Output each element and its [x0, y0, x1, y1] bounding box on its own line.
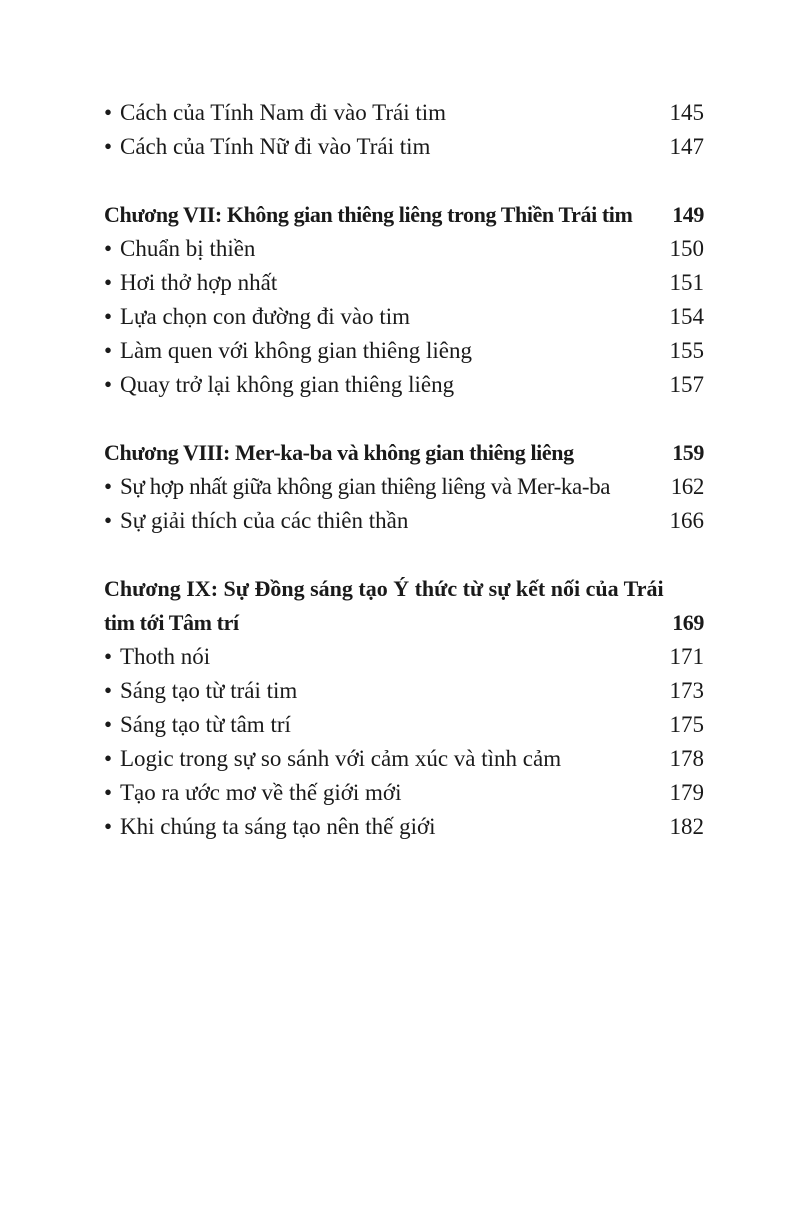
page-number: 166 [669, 508, 704, 533]
entry-title: Quay trở lại không gian thiêng liêng [120, 372, 455, 397]
entry-title: Cách của Tính Nam đi vào Trái tim [120, 100, 447, 125]
toc-entry[interactable] [104, 232, 704, 266]
page-number: 169 [672, 610, 704, 635]
entry-title: Sáng tạo từ trái tim [120, 678, 298, 703]
page-number: 175 [669, 712, 704, 737]
chapter-title: Chương IX: Sự Đồng sáng tạo Ý thức từ sự kết nối của Trái [104, 576, 664, 601]
toc-entry[interactable] [104, 300, 704, 334]
toc-entry[interactable] [104, 810, 704, 844]
entry-title: Logic trong sự so sánh với cảm xúc và tình cảm [120, 746, 562, 771]
bullet: • [104, 338, 113, 363]
page-number: 159 [672, 440, 704, 465]
chapter-9-heading-line2[interactable] [104, 606, 704, 640]
bullet: • [104, 236, 113, 261]
page-number: 162 [670, 474, 704, 499]
bullet: • [104, 270, 113, 295]
toc-entry[interactable] [104, 504, 704, 538]
toc-entry[interactable] [104, 266, 704, 300]
page-number: 178 [669, 746, 704, 771]
toc-entry[interactable] [104, 708, 704, 742]
bullet: • [104, 814, 113, 839]
chapter-9-heading-line1[interactable] [104, 572, 704, 606]
page-number: 147 [669, 134, 704, 159]
chapter-title: Chương VII: Không gian thiêng liêng trong Thiền Trái tim [104, 202, 633, 227]
entry-title: Chuẩn bị thiền [120, 236, 256, 261]
entry-title: Làm quen với không gian thiêng liêng [120, 338, 472, 363]
chapter-title: Chương VIII: Mer-ka-ba và không gian thiêng liêng [104, 440, 574, 465]
toc-entry[interactable] [104, 674, 704, 708]
entry-title: Lựa chọn con đường đi vào tim [120, 304, 411, 329]
entry-title: Sự hợp nhất giữa không gian thiêng liêng và Mer-ka-ba [120, 474, 611, 499]
toc-entry[interactable] [104, 368, 704, 402]
bullet: • [104, 678, 113, 703]
page-number: 173 [669, 678, 704, 703]
spacer [104, 164, 704, 198]
page-number: 150 [669, 236, 704, 261]
page-number: 149 [672, 202, 704, 227]
page-number: 154 [669, 304, 704, 329]
page-number: 171 [669, 644, 704, 669]
bullet: • [104, 780, 113, 805]
page-number: 182 [669, 814, 704, 839]
toc-entry[interactable] [104, 334, 704, 368]
bullet: • [104, 100, 113, 125]
entry-title: Cách của Tính Nữ đi vào Trái tim [120, 134, 431, 159]
entry-title: Tạo ra ước mơ về thế giới mới [120, 780, 402, 805]
bullet: • [104, 304, 113, 329]
entry-title: Khi chúng ta sáng tạo nên thế giới [120, 814, 436, 839]
toc-entry[interactable] [104, 470, 704, 504]
page-number: 179 [669, 780, 704, 805]
bullet: • [104, 372, 113, 397]
table-of-contents [104, 96, 704, 844]
spacer [104, 538, 704, 572]
toc-entry[interactable] [104, 96, 704, 130]
entry-title: Sáng tạo từ tâm trí [120, 712, 291, 737]
bullet: • [104, 134, 113, 159]
page-number: 145 [669, 100, 704, 125]
chapter-7-heading[interactable] [104, 198, 704, 232]
chapter-8-heading[interactable] [104, 436, 704, 470]
page-number: 157 [669, 372, 704, 397]
chapter-title-continued: tim tới Tâm trí [104, 610, 239, 635]
toc-entry[interactable] [104, 742, 704, 776]
toc-entry[interactable] [104, 130, 704, 164]
entry-title: Hơi thở hợp nhất [120, 270, 278, 295]
bullet: • [104, 644, 113, 669]
bullet: • [104, 508, 113, 533]
toc-entry[interactable] [104, 640, 704, 674]
bullet: • [104, 474, 112, 499]
entry-title: Sự giải thích của các thiên thần [120, 508, 409, 533]
page-number: 155 [669, 338, 704, 363]
page-number: 151 [669, 270, 704, 295]
bullet: • [104, 712, 113, 737]
spacer [104, 402, 704, 436]
entry-title: Thoth nói [120, 644, 211, 669]
toc-entry[interactable] [104, 776, 704, 810]
bullet: • [104, 746, 113, 771]
